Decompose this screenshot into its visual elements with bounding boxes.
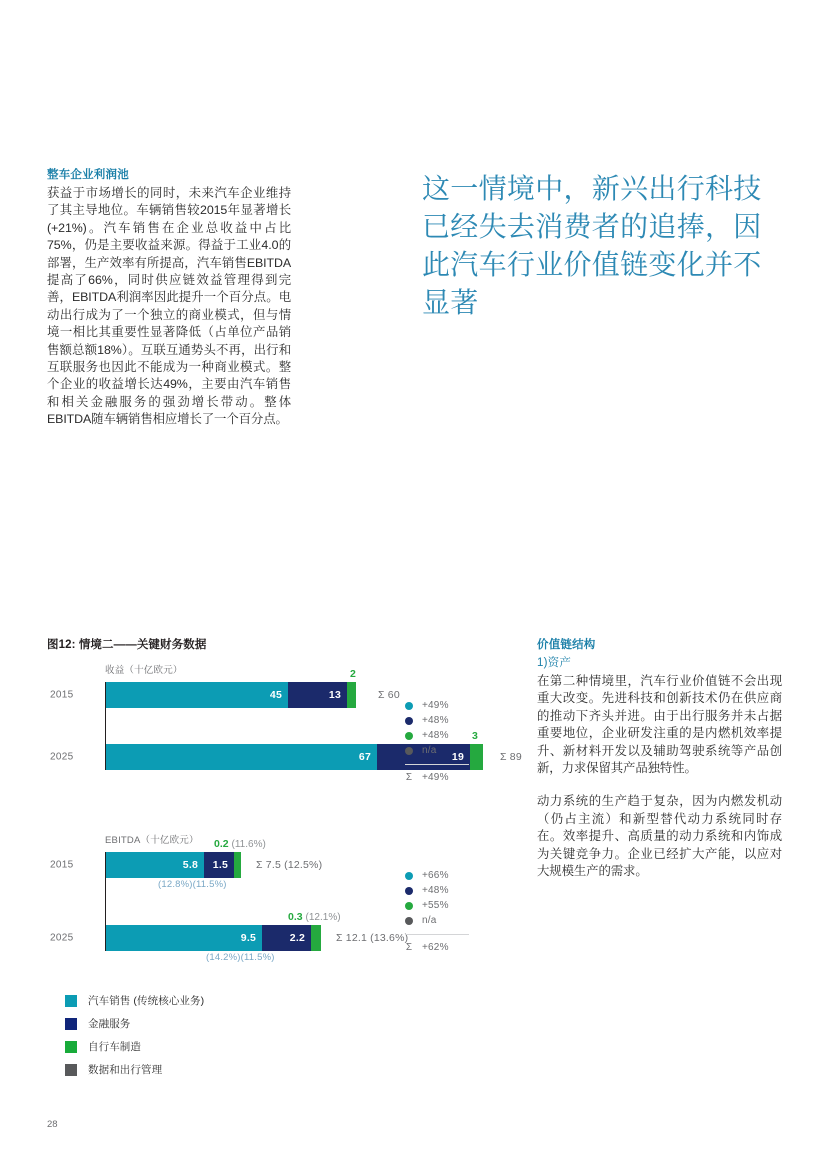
ebitda-green-pct-2015: (11.6%) — [231, 839, 266, 850]
revenue-delta-list — [405, 698, 469, 785]
ebitda-green-pct-2025: (12.1%) — [305, 912, 341, 923]
ebitda-segment-value: 9.5 — [240, 932, 256, 944]
revenue-segment-bicycle-2015 — [347, 682, 356, 708]
ebitda-delta-value: +48% — [422, 885, 449, 896]
ebitda-delta-dot-data-mobility — [405, 917, 413, 925]
revenue-segment-value: 19 — [451, 751, 464, 763]
ebitda-green-value-2015: 0.2 — [214, 838, 229, 850]
revenue-total-label-2015: Σ 60 — [378, 689, 400, 701]
ebitda-segment-financial-services-2025 — [262, 925, 311, 951]
ebitda-delta-total-row — [405, 934, 469, 955]
left-column-paragraph: 获益于市场增长的同时，未来汽车企业维持了其主导地位。车辆销售较2015年显著增长 (+21%)。汽车销售在企业总收益中占比75%，仍是主要收益来源。得益于工业4.0的部署，生产效率有所提高，汽车销售EBITDA提高了66%，同时供应链效益管理得到完善，EBITDA利润率因此提升一个百分点。电动出行成为了一个独立的商业模式，但与情境一相比其重要性显著降低（占单位产品销售额总额18%）。互联互通势头不再，出行和互联服务也因此不能成为一种商业模式。整个企业的收益增长达49%，主要由汽车销售和相关金融服务的强劲增长带动。整体EBITDA随车辆销售相应增长了一个百分点。 — [47, 186, 291, 427]
ebitda-delta-row-vehicle-sales — [405, 868, 469, 883]
sigma-icon: Σ — [405, 772, 413, 783]
ebitda-delta-list — [405, 868, 469, 955]
revenue-delta-value: +48% — [422, 715, 449, 726]
legend-swatch-icon — [65, 1018, 77, 1030]
revenue-delta-row-financial-services — [405, 713, 469, 728]
ebitda-segment-value: 2.2 — [289, 932, 305, 944]
ebitda-year-label-2025: 2025 — [50, 932, 74, 944]
ebitda-segment-vehicle-sales-2025 — [106, 925, 262, 951]
revenue-delta-total-row — [405, 764, 469, 785]
revenue-delta-dot-vehicle-sales — [405, 702, 413, 710]
sigma-icon: Σ — [405, 942, 413, 953]
ebitda-under-pcts-2015: (12.8%)(11.5%) — [158, 879, 227, 890]
legend-item-bicycle-manufacturing — [65, 1039, 204, 1054]
revenue-green-value-label-2015: 2 — [350, 668, 356, 680]
chart-legend — [65, 993, 204, 1085]
revenue-segment-value: 67 — [358, 751, 371, 763]
ebitda-under-pcts-2025: (14.2%)(11.5%) — [206, 952, 275, 963]
revenue-delta-total-value: +49% — [422, 772, 449, 783]
revenue-delta-dot-financial-services — [405, 717, 413, 725]
revenue-segment-value: 13 — [328, 689, 341, 701]
ebitda-total-label-2025: Σ 12.1 (13.6%) — [336, 932, 409, 944]
ebitda-segment-vehicle-sales-2015 — [106, 852, 204, 878]
revenue-stack-2015 — [106, 682, 361, 708]
revenue-delta-dot-bicycle — [405, 732, 413, 740]
revenue-year-label-2015: 2015 — [50, 689, 74, 701]
legend-item-data-mobility — [65, 1062, 204, 1077]
ebitda-segment-value: 1.5 — [212, 859, 228, 871]
revenue-delta-row-bicycle — [405, 728, 469, 743]
ebitda-delta-total-value: +62% — [422, 942, 449, 953]
ebitda-stack-2025 — [106, 925, 321, 951]
revenue-green-value-label-2025: 3 — [472, 730, 478, 742]
revenue-segment-value: 45 — [269, 689, 282, 701]
revenue-delta-row-data-mobility — [405, 743, 469, 758]
legend-label: 汽车销售 (传统核心业务) — [88, 995, 205, 1007]
revenue-delta-dot-data-mobility — [405, 747, 413, 755]
ebitda-axis-label: EBITDA（十亿欧元） — [105, 835, 199, 846]
revenue-total-label-2025: Σ 89 — [500, 751, 522, 763]
revenue-delta-value: +48% — [422, 730, 449, 741]
legend-swatch-icon — [65, 1064, 77, 1076]
revenue-delta-row-vehicle-sales — [405, 698, 469, 713]
ebitda-green-label-2015 — [214, 838, 266, 850]
ebitda-delta-value: +55% — [422, 900, 449, 911]
legend-label: 数据和出行管理 — [88, 1064, 163, 1076]
ebitda-segment-bicycle-2025 — [311, 925, 321, 951]
ebitda-delta-value: n/a — [422, 915, 437, 926]
ebitda-total-label-2015: Σ 7.5 (12.5%) — [256, 859, 323, 871]
revenue-segment-vehicle-sales-2025 — [106, 744, 377, 770]
ebitda-year-label-2015: 2015 — [50, 859, 74, 871]
right-text-column — [537, 636, 782, 880]
revenue-segment-vehicle-sales-2015 — [106, 682, 288, 708]
ebitda-green-label-2025 — [288, 911, 341, 923]
right-column-subheading: 1)资产 — [537, 657, 572, 669]
left-column-heading: 整车企业利润池 — [47, 169, 129, 181]
legend-item-vehicle-sales — [65, 993, 204, 1008]
right-column-heading: 价值链结构 — [537, 639, 596, 651]
page-headline: 这一情境中，新兴出行科技已经失去消费者的追捧，因此汽车行业价值链变化并不显著 — [422, 173, 762, 318]
right-column-paragraph-2: 动力系统的生产趋于复杂，因为内燃发机动（仍占主流）和新型替代动力系统同时存在。效率提升、高质量的动力系统和内饰成为关键竞争力。企业已经扩大产能，以应对大规模生产的需求。 — [537, 794, 782, 879]
legend-item-financial-services — [65, 1016, 204, 1031]
ebitda-stack-2015 — [106, 852, 241, 878]
ebitda-delta-value: +66% — [422, 870, 449, 881]
ebitda-delta-row-financial-services — [405, 883, 469, 898]
legend-label: 自行车制造 — [88, 1041, 141, 1053]
ebitda-delta-dot-financial-services — [405, 887, 413, 895]
ebitda-green-value-2025: 0.3 — [288, 911, 303, 923]
right-column-paragraph-1: 在第二种情境里，汽车行业价值链不会出现重大改变。先进科技和创新技术仍在供应商的推动下齐头并进。由于出行服务并未占据重要地位，企业研发注重的是内燃机效率提升、新材料开发以及辅助驾驶系统等产品创新，力求保留其产品独特性。 — [537, 674, 782, 776]
left-text-column — [47, 166, 291, 429]
ebitda-segment-financial-services-2015 — [204, 852, 234, 878]
revenue-axis-label: 收益（十亿欧元） — [105, 665, 183, 676]
revenue-delta-value: n/a — [422, 745, 437, 756]
page-number: 28 — [47, 1119, 58, 1130]
ebitda-delta-dot-vehicle-sales — [405, 872, 413, 880]
ebitda-delta-row-bicycle — [405, 898, 469, 913]
revenue-year-label-2025: 2025 — [50, 751, 74, 763]
legend-swatch-icon — [65, 995, 77, 1007]
revenue-segment-financial-services-2015 — [288, 682, 347, 708]
ebitda-delta-dot-bicycle — [405, 902, 413, 910]
revenue-segment-bicycle-2025 — [470, 744, 483, 770]
ebitda-segment-bicycle-2015 — [234, 852, 241, 878]
figure-title: 图12: 情境二——关键财务数据 — [47, 639, 207, 651]
legend-label: 金融服务 — [88, 1018, 131, 1030]
revenue-delta-value: +49% — [422, 700, 449, 711]
legend-swatch-icon — [65, 1041, 77, 1053]
ebitda-segment-value: 5.8 — [182, 859, 198, 871]
ebitda-delta-row-data-mobility — [405, 913, 469, 928]
